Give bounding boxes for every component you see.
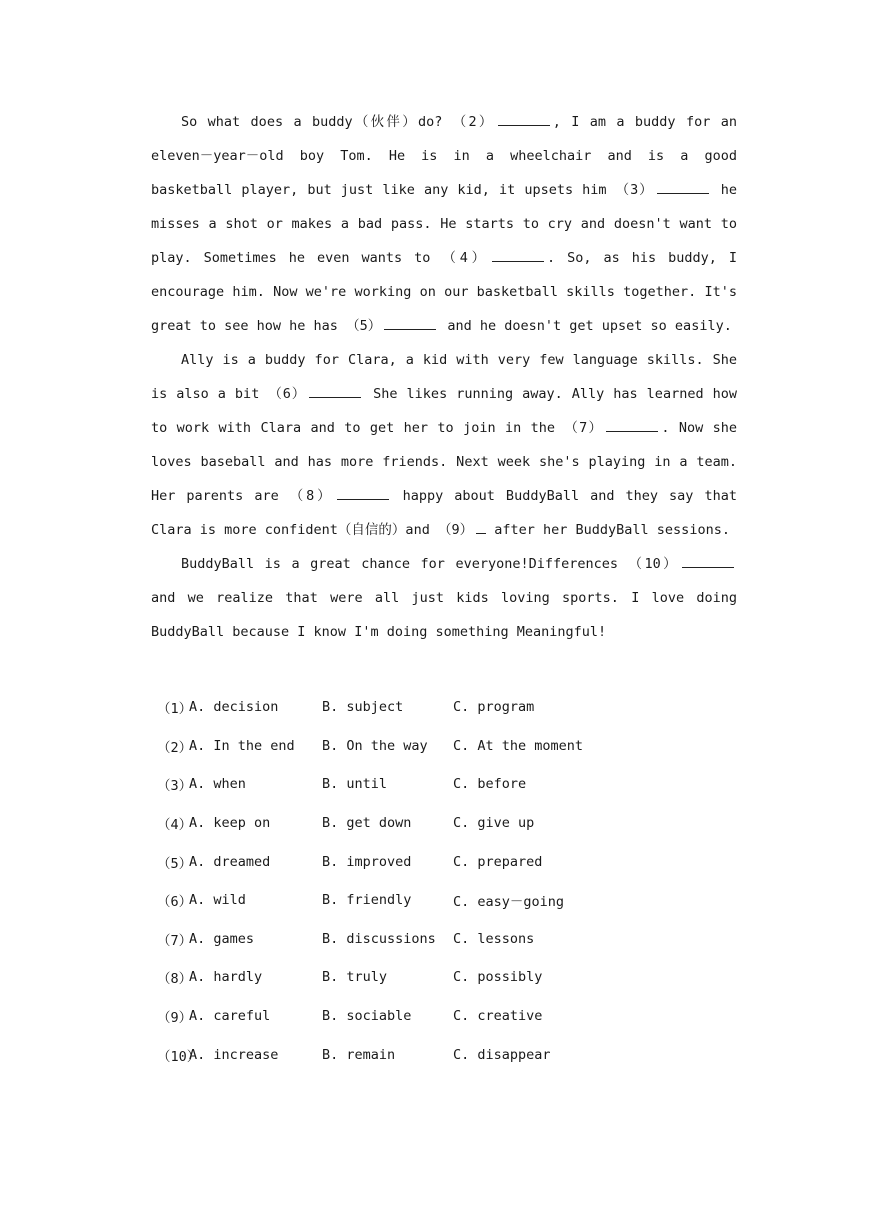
option-c[interactable]: C. lessons bbox=[453, 930, 535, 947]
question-number: （3） bbox=[157, 778, 193, 795]
option-b[interactable]: B. get down bbox=[322, 815, 412, 832]
answer-options bbox=[157, 688, 757, 1074]
option-row bbox=[157, 842, 757, 881]
blank-number: （9） bbox=[437, 522, 474, 538]
question-number: （2） bbox=[157, 739, 193, 756]
question-number: （8） bbox=[157, 971, 193, 988]
option-c[interactable]: C. before bbox=[453, 776, 527, 793]
option-c[interactable]: C. creative bbox=[453, 1008, 543, 1025]
option-b[interactable]: B. improved bbox=[322, 853, 412, 870]
answer-blank-5[interactable] bbox=[384, 315, 436, 330]
option-row bbox=[157, 765, 757, 804]
option-row bbox=[157, 881, 757, 920]
option-a[interactable]: A. careful bbox=[189, 1008, 271, 1025]
option-c[interactable]: C. give up bbox=[453, 815, 535, 832]
text: So what does a buddy（伙伴）do? bbox=[181, 114, 443, 130]
option-b[interactable]: B. truly bbox=[322, 969, 388, 986]
answer-blank-4[interactable] bbox=[492, 247, 544, 262]
option-a[interactable]: A. decision bbox=[189, 699, 279, 716]
text: Ally is a buddy for Clara, a kid with very few language skills. She is also a bit bbox=[151, 352, 737, 402]
option-b[interactable]: B. On the way bbox=[322, 737, 428, 754]
option-b[interactable]: B. remain bbox=[322, 1046, 396, 1063]
blank-number: （8） bbox=[289, 488, 334, 504]
text: . So, as his buddy, I encourage him. Now we're working on our basketball skills together. It's great to see how he has bbox=[151, 250, 737, 334]
answer-blank-7[interactable] bbox=[606, 417, 658, 432]
option-a[interactable]: A. games bbox=[189, 930, 255, 947]
option-a[interactable]: A. hardly bbox=[189, 969, 263, 986]
text: happy about BuddyBall and they say that Clara is more confident（自信的）and bbox=[151, 488, 737, 538]
blank-number: （2） bbox=[452, 114, 495, 130]
option-b[interactable]: B. friendly bbox=[322, 892, 412, 909]
option-a[interactable]: A. dreamed bbox=[189, 853, 271, 870]
text: and he doesn't get upset so easily. bbox=[447, 318, 732, 334]
blank-number: （6） bbox=[268, 386, 307, 402]
answer-blank-10[interactable] bbox=[682, 553, 734, 568]
option-c[interactable]: C. easy－going bbox=[453, 894, 565, 911]
option-b[interactable]: B. until bbox=[322, 776, 388, 793]
option-a[interactable]: A. wild bbox=[189, 892, 246, 909]
text: BuddyBall is a great chance for everyone!Differences bbox=[181, 556, 619, 572]
option-c[interactable]: C. possibly bbox=[453, 969, 543, 986]
text: She likes running away. Ally has learned how to work with Clara and to get her to join in the bbox=[151, 386, 737, 436]
answer-blank-6[interactable] bbox=[309, 383, 361, 398]
option-row bbox=[157, 1035, 757, 1074]
option-a[interactable]: A. keep on bbox=[189, 815, 271, 832]
option-c[interactable]: C. disappear bbox=[453, 1046, 551, 1063]
question-number: （10） bbox=[157, 1048, 201, 1065]
option-c[interactable]: C. program bbox=[453, 699, 535, 716]
reading-passage bbox=[151, 105, 737, 649]
question-number: （5） bbox=[157, 855, 193, 872]
answer-blank-3[interactable] bbox=[657, 179, 709, 194]
option-row bbox=[157, 727, 757, 766]
option-b[interactable]: B. subject bbox=[322, 699, 404, 716]
text: he misses a shot or makes a bad pass. He starts to cry and doesn't want to play. Sometimes he even wants to bbox=[151, 182, 737, 266]
option-row bbox=[157, 804, 757, 843]
option-a[interactable]: A. increase bbox=[189, 1046, 279, 1063]
option-b[interactable]: B. sociable bbox=[322, 1008, 412, 1025]
question-number: （6） bbox=[157, 894, 193, 911]
answer-blank-9[interactable] bbox=[476, 519, 486, 534]
option-a[interactable]: A. when bbox=[189, 776, 246, 793]
answer-blank-8[interactable] bbox=[337, 485, 389, 500]
option-row bbox=[157, 958, 757, 997]
blank-number: （4） bbox=[442, 250, 490, 266]
answer-blank-2[interactable] bbox=[498, 111, 550, 126]
option-row bbox=[157, 997, 757, 1036]
paragraph-1 bbox=[151, 105, 737, 343]
option-row bbox=[157, 688, 757, 727]
question-number: （9） bbox=[157, 1010, 193, 1027]
question-number: （4） bbox=[157, 817, 193, 834]
blank-number: （7） bbox=[564, 420, 604, 436]
text: and we realize that were all just kids loving sports. I love doing BuddyBall because I know I'm doing something Meaningful! bbox=[151, 590, 737, 640]
blank-number: （10） bbox=[628, 556, 679, 572]
option-row bbox=[157, 920, 757, 959]
paragraph-2 bbox=[151, 343, 737, 547]
option-c[interactable]: C. At the moment bbox=[453, 737, 584, 754]
option-a[interactable]: A. In the end bbox=[189, 737, 295, 754]
question-number: （7） bbox=[157, 932, 193, 949]
paragraph-3 bbox=[151, 547, 737, 649]
question-number: （1） bbox=[157, 701, 193, 718]
text: . Now she loves baseball and has more friends. Next week she's playing in a team. Her parents are bbox=[151, 420, 737, 504]
text: , I am a buddy for an eleven－year－old boy Tom. He is in a wheelchair and is a good basketball player, but just like any kid, it upsets him bbox=[151, 114, 737, 198]
text: after her BuddyBall sessions. bbox=[494, 522, 730, 538]
option-b[interactable]: B. discussions bbox=[322, 930, 436, 947]
blank-number: （3） bbox=[615, 182, 654, 198]
option-c[interactable]: C. prepared bbox=[453, 853, 543, 870]
blank-number: （5） bbox=[346, 318, 382, 334]
